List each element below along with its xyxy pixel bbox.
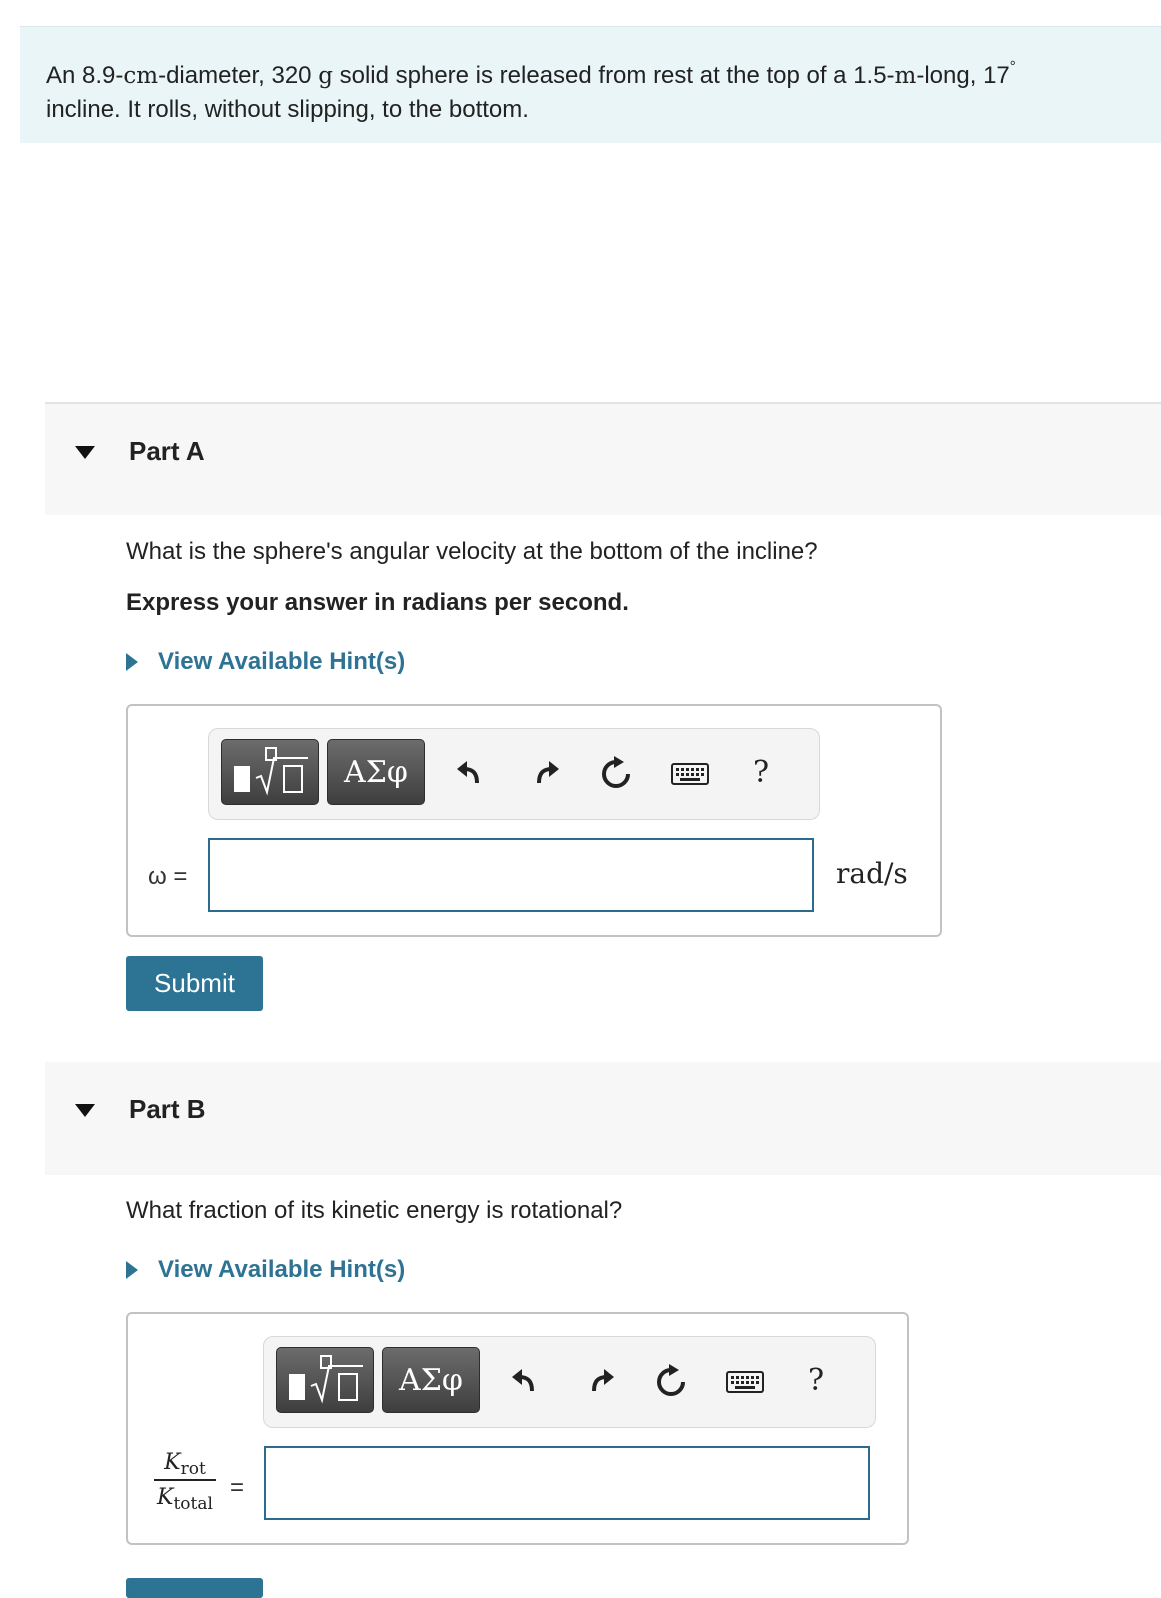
part-a-math-toolbar bbox=[208, 728, 820, 820]
help-icon[interactable]: ? bbox=[808, 1363, 825, 1398]
hint-label: View Available Hint(s) bbox=[158, 648, 406, 675]
hint-arrow-icon bbox=[126, 1261, 138, 1279]
part-a-hint-link[interactable] bbox=[126, 648, 405, 676]
keyboard-icon[interactable] bbox=[671, 763, 709, 785]
part-b-title: Part B bbox=[129, 1094, 206, 1124]
templates-icon bbox=[222, 740, 318, 804]
expand-triangle-icon[interactable] bbox=[75, 1104, 95, 1117]
part-a-submit-button[interactable]: Submit bbox=[126, 956, 263, 1011]
k-var: K bbox=[164, 1450, 181, 1475]
k-var: K bbox=[157, 1485, 174, 1510]
templates-button[interactable] bbox=[276, 1347, 374, 1413]
reset-icon[interactable] bbox=[599, 755, 633, 791]
part-a-question: What is the sphere's angular velocity at the bottom of the incline? bbox=[126, 538, 818, 565]
part-a-answer-box bbox=[126, 704, 942, 937]
problem-text-part: -long, 17 bbox=[916, 62, 1010, 89]
problem-statement bbox=[20, 26, 1161, 143]
part-b-answer-input[interactable] bbox=[264, 1446, 870, 1520]
hint-arrow-icon bbox=[126, 653, 138, 671]
unit-g: g bbox=[318, 63, 333, 89]
problem-text-part: incline. It rolls, without slipping, to the bottom. bbox=[46, 96, 529, 123]
help-icon[interactable]: ? bbox=[753, 755, 770, 790]
fraction-bar bbox=[154, 1479, 216, 1481]
problem-text-part: An 8.9- bbox=[46, 62, 124, 89]
undo-icon[interactable] bbox=[455, 757, 485, 789]
subscript-total: total bbox=[173, 1494, 213, 1514]
part-a-title: Part A bbox=[129, 436, 205, 466]
undo-icon[interactable] bbox=[510, 1365, 540, 1397]
part-b-header[interactable] bbox=[45, 1062, 1161, 1175]
greek-letters-button[interactable] bbox=[327, 739, 425, 805]
part-b-question: What fraction of its kinetic energy is rotational? bbox=[126, 1197, 623, 1224]
redo-icon[interactable] bbox=[586, 1365, 616, 1397]
unit-m: m bbox=[894, 63, 917, 89]
templates-button[interactable] bbox=[221, 739, 319, 805]
unit-label: rad/s bbox=[836, 857, 908, 890]
problem-text-part: -diameter, 320 bbox=[158, 62, 319, 89]
greek-letters-icon: ΑΣφ bbox=[344, 754, 408, 790]
part-a-header[interactable] bbox=[45, 402, 1161, 515]
omega-label: ω = bbox=[148, 863, 188, 890]
k-fraction-label bbox=[154, 1450, 216, 1514]
equals-sign: = bbox=[230, 1474, 245, 1501]
part-a-instruction: Express your answer in radians per second. bbox=[126, 589, 629, 616]
greek-letters-button[interactable] bbox=[382, 1347, 480, 1413]
part-b-hint-link[interactable] bbox=[126, 1256, 405, 1284]
fraction-numerator bbox=[154, 1450, 216, 1479]
degree-symbol: ° bbox=[1009, 58, 1016, 75]
reset-icon[interactable] bbox=[654, 1363, 688, 1399]
redo-icon[interactable] bbox=[531, 757, 561, 789]
fraction-denominator bbox=[154, 1485, 216, 1514]
unit-cm: cm bbox=[123, 63, 159, 89]
part-b-answer-box bbox=[126, 1312, 909, 1545]
keyboard-icon[interactable] bbox=[726, 1371, 764, 1393]
part-a-answer-input[interactable] bbox=[208, 838, 814, 912]
expand-triangle-icon[interactable] bbox=[75, 446, 95, 459]
templates-icon bbox=[277, 1348, 373, 1412]
problem-text bbox=[46, 53, 1121, 126]
problem-text-part: solid sphere is released from rest at the top of a 1.5- bbox=[332, 62, 895, 89]
part-b-math-toolbar bbox=[263, 1336, 876, 1428]
greek-letters-icon: ΑΣφ bbox=[399, 1362, 463, 1398]
part-b-submit-button[interactable] bbox=[126, 1578, 263, 1598]
hint-label: View Available Hint(s) bbox=[158, 1256, 406, 1283]
subscript-rot: rot bbox=[180, 1459, 206, 1479]
